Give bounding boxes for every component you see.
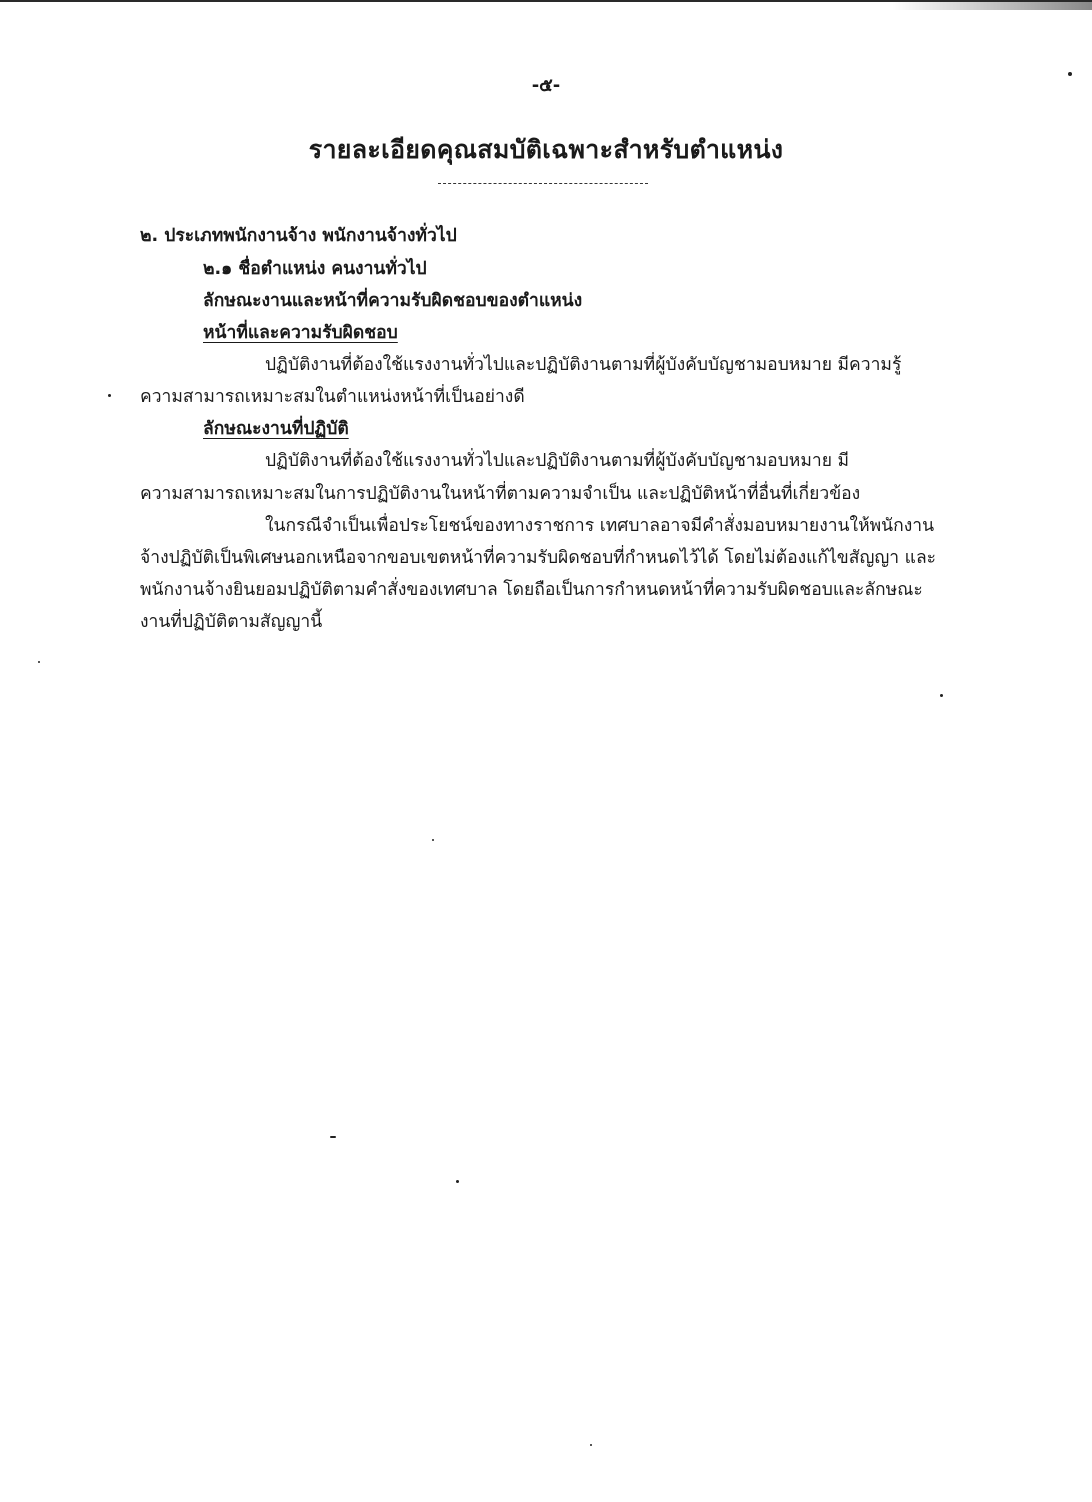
scan-speck xyxy=(940,694,943,697)
scan-speck xyxy=(108,394,111,397)
special-line-2: จ้างปฏิบัติเป็นพิเศษนอกเหนือจากขอบเขตหน้าที่ความรับผิดชอบที่กำหนดไว้ได้ โดยไม่ต้องแก้ไขสัญญา และ xyxy=(140,548,937,568)
special-line-1: ในกรณีจำเป็นเพื่อประโยชน์ของทางราชการ เทศบาลอาจมีคำสั่งมอบหมายงานให้พนักงาน xyxy=(265,516,935,536)
scan-speck xyxy=(1068,72,1072,76)
title-divider xyxy=(438,183,648,184)
duties-heading: หน้าที่และความรับผิดชอบ xyxy=(203,323,398,343)
work-line-1: ปฏิบัติงานที่ต้องใช้แรงงานทั่วไปและปฏิบัติงานตามที่ผู้บังคับบัญชามอบหมาย มี xyxy=(265,451,850,471)
scan-smudge xyxy=(892,0,1092,10)
special-line-3: พนักงานจ้างยินยอมปฏิบัติตามคำสั่งของเทศบาล โดยถือเป็นการกำหนดหน้าที่ความรับผิดชอบและลักษณะ xyxy=(140,580,923,600)
work-line-2: ความสามารถเหมาะสมในการปฏิบัติงานในหน้าที่ตามความจำเป็น และปฏิบัติหน้าที่อื่นที่เกี่ยวข้อง xyxy=(140,484,861,504)
duties-line-2: ความสามารถเหมาะสมในตำแหน่งหน้าที่เป็นอย่างดี xyxy=(140,387,525,407)
special-line-4: งานที่ปฏิบัติตามสัญญานี้ xyxy=(140,612,323,632)
page-number: -๕- xyxy=(531,75,561,96)
scan-speck xyxy=(330,1136,336,1138)
position-name: ๒.๑ ชื่อตำแหน่ง คนงานทั่วไป xyxy=(203,259,427,279)
scan-speck xyxy=(456,1180,459,1183)
work-heading: ลักษณะงานที่ปฏิบัติ xyxy=(203,419,349,439)
section-heading: ๒. ประเภทพนักงานจ้าง พนักงานจ้างทั่วไป xyxy=(140,226,457,246)
scan-speck xyxy=(432,839,434,841)
page-title: รายละเอียดคุณสมบัติเฉพาะสำหรับตำแหน่ง xyxy=(308,135,784,164)
scan-speck xyxy=(590,1444,592,1446)
scan-speck xyxy=(38,661,40,663)
nature-heading: ลักษณะงานและหน้าที่ความรับผิดชอบของตำแหน่ง xyxy=(203,291,583,311)
duties-line-1: ปฏิบัติงานที่ต้องใช้แรงงานทั่วไปและปฏิบัติงานตามที่ผู้บังคับบัญชามอบหมาย มีความรู้ xyxy=(265,355,902,375)
